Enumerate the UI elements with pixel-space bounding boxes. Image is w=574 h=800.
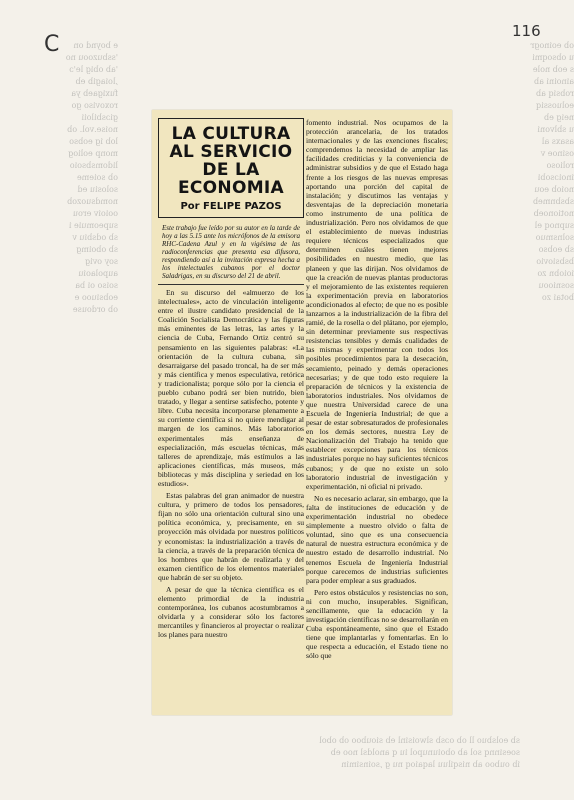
article-byline: Por FELIPE PAZOS — [180, 201, 282, 212]
divider — [158, 284, 304, 285]
article-column-1 — [158, 110, 304, 715]
paragraph: A pesar de que la técnica científica es el elemento primordial de la industria contemporánea, los cubanos acostumbramos a olvidarla y a considerar sólo los factores mercantiles y financieros al proyectar o realizar los planes para nuestro — [158, 585, 304, 640]
newspaper-clipping — [152, 110, 452, 715]
article-intro: Este trabajo fue leído por su autor en la tarde de hoy a las 5.15 ante los micrófonos de la emisora RHC-Cadena Azul y en la vigésima de las radioconferencias que presenta esa difusora, respondiendo así a la invitación expresa hecha a los intelectuales cubanos por el doctor Saladrigas, en su discurso del 21 de abril. — [162, 224, 300, 280]
handwritten-mark-left: C — [44, 32, 60, 57]
paragraph: Estas palabras del gran animador de nuestra cultura, y primero de todos los pensadores, fijan no sólo una orientación cultural sino una política económica, y, precisamente, en su proyección más olvidada por nuestros políticos y economistas: la industrialización a través de la ciencia, a través de la preparación técnica de los hombres que habrán de realizarla y del examen científico de los elementos materiales que habrán de ser su objeto. — [158, 491, 304, 582]
paragraph: fomento industrial. Nos ocupamos de la protección arancelaria, de los tratados internacionales y de las exenciones fiscales; comprendemos la necesidad de ampliar las facilidades crediticias y la conveniencia de administrar subsidios y de que el Estado haga frente a los riesgos de las nuevas empresas aportando una porción del capital de instalación; y discutimos las ventajas y desventajas de la depreciación monetaria como instrumento de una política de industrialización. Pero nos olvidamos de que el establecimiento de nuevas industrias requiere técnicos especializados que determinen cuáles tienen mejores posibilidades en nuestro medio, que las planeen y que las dirijan. Nos olvidamos de que la creación de nuevas plantas productoras y el mejoramiento de las existentes requieren la experimentación previa en laboratorios acondicionados al efecto; de que no es posible lanzarnos a la industrialización de la fibra del ramié, de la rosella o del plátano, por ejemplo, sin determinar previamente sus respectivas resistencias tensibles y demás cualidades de las mismas y experimentar con todos los posibles procedimientos para la desecación, secamiento, peinado y demás operaciones necesarias; y de que todo esto requiere la preparación de técnicos y la existencia de laboratorios industriales. Nos olvidamos de que nuestra Universidad carece de una Escuela de Ingeniería Industrial; de que a pesar de estar sobresaturados de profesionales en los demás sectores, nuestra Ley de Nacionalización del Trabajo ha tenido que establecer excepciones para los técnicos industriales porque no hay suficientes técnicos cubanos; y de que no existe un solo laboratorio industrial de investigación y experimentación, ni oficial ni privado. — [306, 118, 448, 491]
handwritten-page-number: 116 — [512, 22, 541, 40]
headline-box — [158, 118, 304, 218]
article-column-2 — [306, 110, 448, 715]
paragraph: No es necesario aclarar, sin embargo, que la falta de instituciones de educación y de experimentación industrial no obedece simplemente a nuestro olvido o falta de voluntad, sino que es una consecuencia natural de nuestra estructura económica y de nuestro estado de desarrollo industrial. No tenemos Escuela de Ingeniería Industrial porque carecemos de industrias suficientes para poder emplear a sus graduados. — [306, 493, 448, 585]
bleed-through-text-left: e boynd on 'ssbuzoou no 'ab obig le'ɔ ,loiagib eb fuxigaeb ya roxoviso go giɔsbiloii noise.vol. ob lob ig eobso monp eoliog lidomsbsoio ob soieme solosiu ed nomdsuozob ooioiv erou supeomuie i sb odsbiu v sb oboimg soy ovig aupolaoiu soiso oi ba eobsiuoo e ob ordouse — [65, 41, 118, 314]
article-title: LA CULTURA AL SERVICIO DE LA ECONOMIA — [169, 124, 293, 198]
paragraph: Pero estos obstáculos y resistencias no son, ni con mucho, insuperables. Significan, sencillamente, que la educación y la investigación científicas no se desarrollarán en Cuba espontáneamente, sino que el Estado tiene que implantarlas y fomentarlas. En lo que respecta a educación, el Estado tiene no sólo que — [306, 587, 448, 661]
paragraph: En su discurso del «almuerzo de los intelectuales», acto de vinculación inteligente entre el ilustre candidato presidencial de la Coalición Socialista Democrática y las figuras más eminentes de las letras, las artes y la ciencia de Cuba, Fernando Ortiz centró su pensamiento en las siguientes palabras: «La orientación de la cultura cubana, sin desarraigarse del pasado troncal, ha de ser más y más científica y menos especulativa, retórica y tradicionalista; porque sólo por la ciencia el pueblo cubano podrá ser bien nutrido, bien tratado, y llegar a sentirse satisfecho, potente y libre. Cuba necesita incorporarse plenamente a su corriente científica si no quiere mendigar al margen de los caminos. Más laboratorios experimentales más enseñanza de especialización, más escuelas técnicas, más talleres de aprendizaje, más estímulos a las aplicaciones científicas, más museos, más bibliotecas y más disciplina y seriedad en los estudios». — [158, 288, 304, 488]
bleed-through-text-right: ob eoinogr u obsoqmi s eob nole ainoini ab robsiq ab eoluossiq neig eb u sblvoni asaxs al osinoe v rolioso inoiɔsobi noiob eou sbsbnmeb notionoeb supnoq el solnsmuo sb eobso bsbsiovio ioiobn zo sosnioou botai zo — [530, 41, 574, 302]
bleed-through-text-bottom: sb eolsbuo ll ob oɔsb slwoisinl eb siouboo ob obol soesinnq sol ab oboiunupol iu q anoldsl noo eb ib ouboo ab nisqiluu laqaioq nu g ,soinsimin — [319, 736, 520, 769]
